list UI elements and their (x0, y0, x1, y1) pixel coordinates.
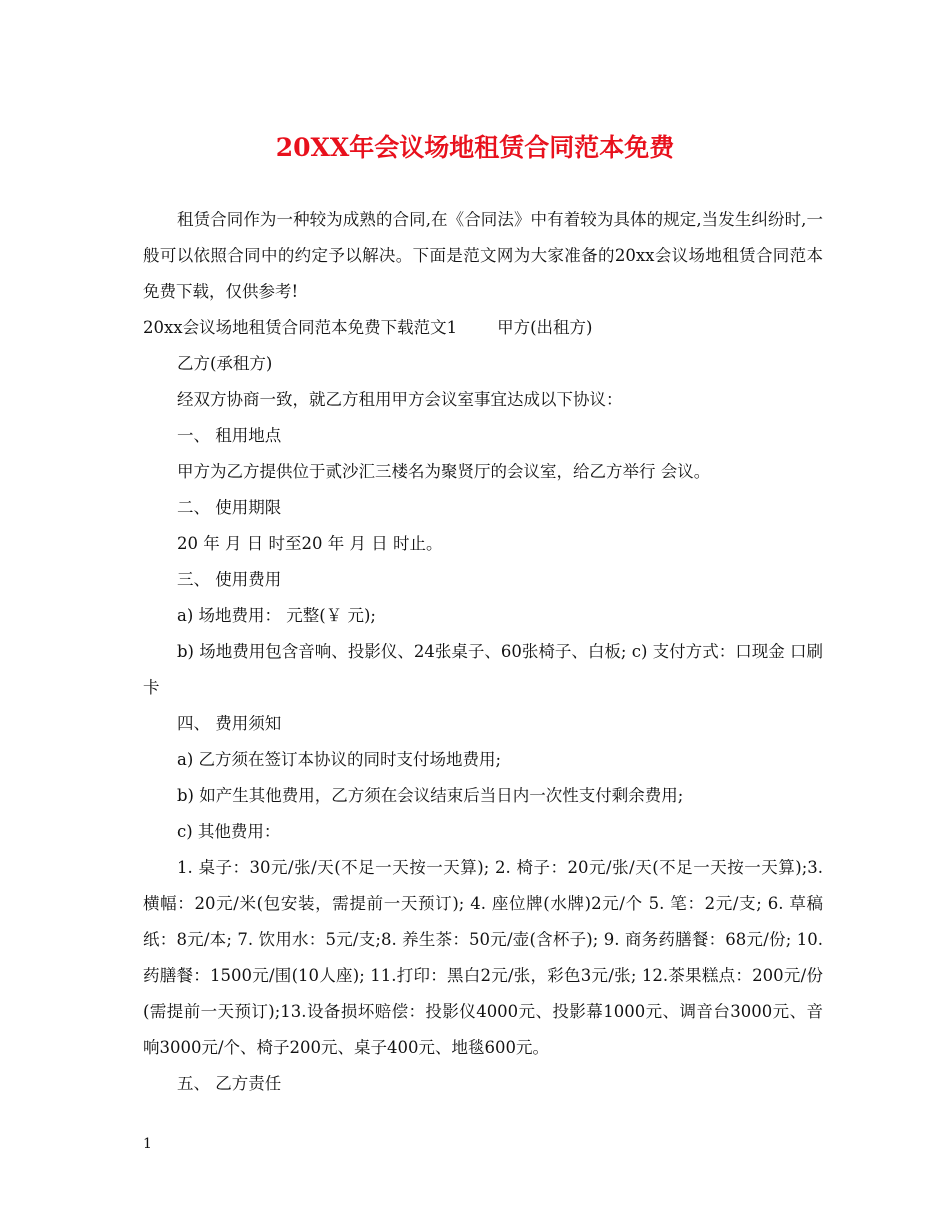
document-body (143, 202, 823, 1102)
section-4-item-a: a) 乙方须在签订本协议的同时支付场地费用; (177, 750, 502, 769)
section-3-title: 三、 使用费用 (177, 570, 282, 589)
intro-paragraph: 租赁合同作为一种较为成熟的合同,在《合同法》中有着较为具体的规定,当发生纠纷时,一般可以依照合同中的约定予以解决。下面是范文网为大家准备的20xx会议场地租赁合同范本免费下载，仅供参考! (143, 210, 823, 301)
sample-heading-line (143, 310, 823, 346)
agreement-statement: 经双方协商一致，就乙方租用甲方会议室事宜达成以下协议： (177, 390, 623, 409)
section-4-title: 四、 费用须知 (177, 714, 282, 733)
section-2-title: 二、 使用期限 (177, 498, 282, 517)
sample-heading: 20xx会议场地租赁合同范本免费下载范文1 (143, 318, 458, 337)
section-2-text: 20 年 月 日 时至20 年 月 日 时止。 (177, 534, 443, 553)
page-title: 20XX年会议场地租赁合同范本免费 (275, 133, 675, 162)
section-5-title: 五、 乙方责任 (177, 1074, 282, 1093)
section-1-title: 一、 租用地点 (177, 426, 282, 445)
section-4-item-b: b) 如产生其他费用，乙方须在会议结束后当日内一次性支付剩余费用; (177, 786, 684, 805)
section-1-text: 甲方为乙方提供位于贰沙汇三楼名为聚贤厅的会议室，给乙方举行 会议。 (177, 462, 711, 481)
page-number: 1 (143, 1136, 152, 1152)
party-a: 甲方(出租方) (497, 318, 593, 337)
section-3-item-b: b) 场地费用包含音响、投影仪、24张桌子、60张椅子、白板; c) 支付方式：口现金 口刷卡 (143, 642, 823, 697)
section-4-item-c: c) 其他费用： (177, 822, 281, 841)
party-b: 乙方(承租方) (177, 354, 273, 373)
section-3-item-a: a) 场地费用： 元整(￥ 元); (177, 606, 376, 625)
fee-list: 1. 桌子：30元/张/天(不足一天按一天算); 2. 椅子：20元/张/天(不足一天按一天算);3. 横幅：20元/米(包安装，需提前一天预订); 4. 座位牌(水牌)2元/个 5. 笔：2元/支; 6. 草稿纸：8元/本; 7. 饮用水：5元/支;8. 养生茶：50元/壶(含杯子); 9. 商务药膳餐：68元/份; 10.药膳餐：1500元/围(10人座); 11.打印：黑白2元/张，彩色3元/张; 12.茶果糕点：200元/份(需提前一天预订);13.设备损坏赔偿：投影仪4000元、投影幕1000元、调音台3000元、音响3000元/个、椅子200元、桌子400元、地毯600元。 (143, 858, 823, 1057)
